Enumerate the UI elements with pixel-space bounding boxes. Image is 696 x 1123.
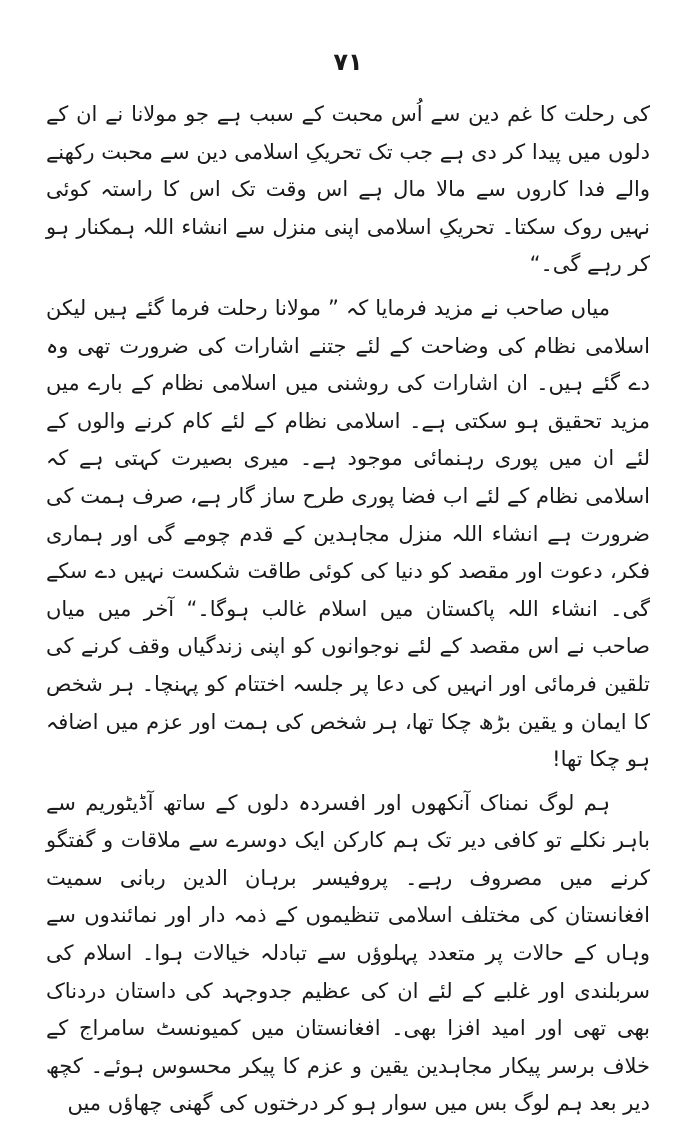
- paragraph-3: ہم لوگ نمناک آنکھوں اور افسردہ دلوں کے ساتھ آڈیٹوریم سے باہر نکلے تو کافی دیر تک ہم کارکن ایک دوسرے سے ملاقات و گفتگو کرنے میں مصروف رہے۔ پروفیسر برہان الدین ربانی سمیت افغانستان کی مختلف اسلامی تنظیموں کے ذمہ دار اور نمائندوں سے وہاں کے حالات پر متعدد پہلوؤں سے تبادلہ خیالات ہوا۔ اسلام کی سربلندی اور غلبے کے لئے ان کی عظیم جدوجہد کی داستان دردناک بھی تھی اور امید افزا بھی۔ افغانستان میں کمیونسٹ سامراج کے خلاف برسر پیکار مجاہدین یقین و عزم کا پیکر محسوس ہوئے۔ کچھ دیر بعد ہم لوگ بس میں سوار ہو کر درختوں کی گھنی چھاؤں میں: [46, 790, 650, 1116]
- page-number: ۷۱: [333, 48, 363, 76]
- paragraph-2: میاں صاحب نے مزید فرمایا کہ ” مولانا رحلت فرما گئے ہیں لیکن اسلامی نظام کی وضاحت کے لئے جتنے اشارات کی ضرورت تھی وہ دے گئے ہیں۔ ان اشارات کی روشنی میں اسلامی نظام کے بارے میں مزید تحقیق ہو سکتی ہے۔ اسلامی نظام کے لئے کام کرنے والوں کے لئے ان میں پوری رہنمائی موجود ہے۔ میری بصیرت کہتی ہے کہ اسلامی نظام کے لئے اب فضا پوری طرح ساز گار ہے، صرف ہمت کی ضرورت ہے انشاء اللہ منزل مجاہدین کے قدم چومے گی اور ہماری فکر، دعوت اور مقصد کو دنیا کی کوئی طاقت شکست نہیں دے سکے گی۔ انشاء اللہ پاکستان میں اسلام غالب ہوگا۔“ آخر میں میاں صاحب نے اس مقصد کے لئے نوجوانوں کو اپنی زندگیاں وقف کرنے کی تلقین فرمائی اور انہیں کی دعا پر جلسہ اختتام کو پہنچا۔ ہر شخص کا ایمان و یقین بڑھ چکا تھا، ہر شخص کی ہمت اور عزم میں اضافہ ہو چکا تھا!: [46, 295, 650, 772]
- paragraph-1: کی رحلت کا غم دین سے اُس محبت کے سبب ہے جو مولانا نے ان کے دلوں میں پیدا کر دی ہے جب تک تحریکِ اسلامی دین سے محبت رکھنے والے فدا کاروں سے مالا مال ہے اس وقت تک اس کا راستہ کوئی نہیں روک سکتا۔ تحریکِ اسلامی اپنی منزل سے انشاء اللہ ہمکنار ہو کر رہے گی۔“: [46, 102, 650, 277]
- body-text: [46, 96, 650, 1123]
